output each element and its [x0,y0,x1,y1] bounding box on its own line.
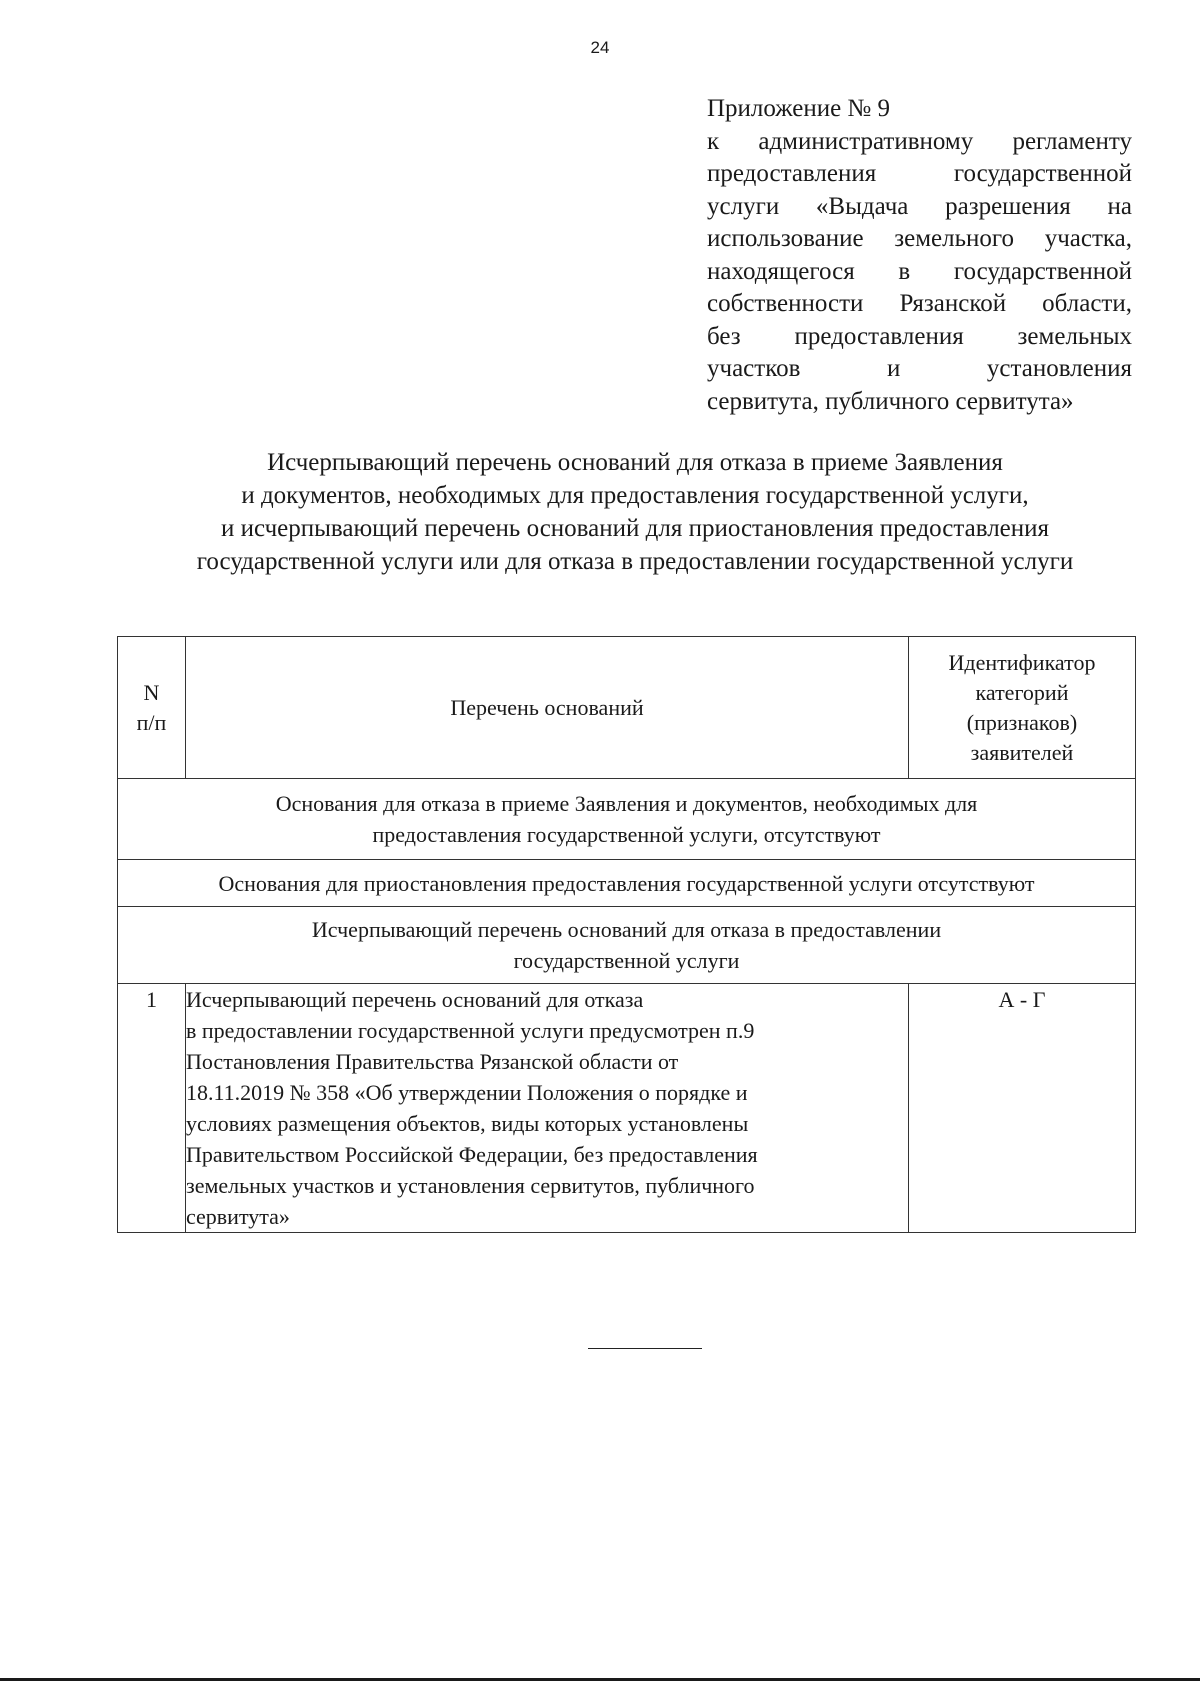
grounds-table [117,636,1136,1233]
column-header-id-line: (признаков) [966,709,1078,735]
title-line: и исчерпывающий перечень оснований для приостановления предоставления [220,515,1050,542]
section-cell [118,907,1136,984]
row-text-line: в предоставлении государственной услуги предусмотрен п.9 [186,1018,755,1043]
column-header-number [118,637,186,779]
document-title [0,446,1200,578]
table-header-row [118,637,1136,779]
section-row-suspension [118,860,1136,907]
row-text-line: Исчерпывающий перечень оснований для отказа [186,987,644,1012]
appendix-number: Приложение № 9 [707,95,891,122]
appendix-block [707,93,1132,418]
row-number: 1 [118,984,186,1233]
section-text: государственной услуги [513,948,740,973]
row-applicant-id: А - Г [909,984,1136,1233]
row-grounds-text [186,984,909,1233]
table-row [118,984,1136,1233]
row-text-line: 18.11.2019 № 358 «Об утверждении Положения о порядке и [186,1080,748,1105]
closing-divider [588,1348,702,1349]
column-header-id-line: Идентификатор [948,649,1096,675]
title-line: Исчерпывающий перечень оснований для отказа в приеме Заявления [267,449,1003,476]
row-text-line: земельных участков и установления сервитутов, публичного [186,1173,755,1198]
section-cell [118,860,1136,907]
section-text: предоставления государственной услуги, отсутствуют [372,822,881,847]
column-header-number-n: N [143,679,160,705]
column-header-id-line: категорий [975,679,1069,705]
row-text-line: Правительством Российской Федерации, без предоставления [186,1142,758,1167]
appendix-line: сервитута, публичного сервитута» [707,387,1074,415]
column-header-applicant-id [909,637,1136,779]
section-cell [118,779,1136,860]
bottom-scan-edge [0,1678,1200,1681]
row-text-line: сервитута» [186,1204,290,1229]
row-text-line: условиях размещения объектов, виды которых установлены [186,1111,749,1136]
column-header-number-pp: п/п [136,709,167,735]
appendix-line: находящегося в государственной [707,257,1132,285]
section-text: Основания для отказа в приеме Заявления и документов, необходимых для [275,791,978,816]
appendix-line: услуги «Выдача разрешения на [707,192,1132,220]
column-header-id-line: заявителей [970,739,1074,765]
section-row-service-refusal [118,907,1136,984]
section-row-reception-refusal [118,779,1136,860]
title-line: и документов, необходимых для предоставления государственной услуги, [241,482,1029,509]
appendix-line: без предоставления земельных [707,322,1132,350]
section-text: Исчерпывающий перечень оснований для отказа в предоставлении [311,917,942,942]
title-line: государственной услуги или для отказа в предоставлении государственной услуги [196,548,1074,575]
appendix-line: предоставления государственной [707,160,1132,187]
appendix-line: к административному регламенту [707,127,1132,155]
page-number: 24 [590,38,610,57]
appendix-line: собственности Рязанской области, [707,290,1132,317]
row-text-line: Постановления Правительства Рязанской области от [186,1049,679,1074]
appendix-line: использование земельного участка, [707,225,1132,252]
column-header-grounds: Перечень оснований [186,637,909,779]
section-text: Основания для приостановления предоставления государственной услуги отсутствуют [218,870,1035,896]
appendix-line: участков и установления [707,355,1132,382]
